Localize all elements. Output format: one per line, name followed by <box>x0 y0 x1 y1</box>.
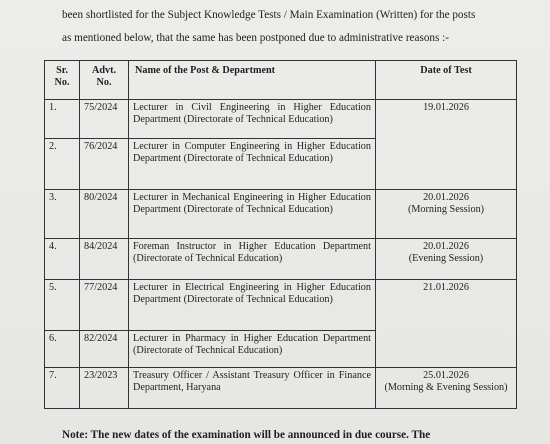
sr-no-cell: 4. <box>45 239 80 280</box>
advt-no-cell: 23/2023 <box>80 368 129 409</box>
date-cell <box>376 190 517 239</box>
advt-no-cell: 82/2024 <box>80 331 129 368</box>
post-name-cell: Foreman Instructor in Higher Education Department (Directorate of Technical Education) <box>129 239 376 280</box>
advt-no-cell: 84/2024 <box>80 239 129 280</box>
header-date-of-test: Date of Test <box>376 61 517 100</box>
post-name-cell: Lecturer in Pharmacy in Higher Education Department (Directorate of Technical Education) <box>129 331 376 368</box>
test-session: (Morning & Evening Session) <box>384 382 508 393</box>
intro-paragraph <box>62 4 532 50</box>
sr-no-cell: 2. <box>45 139 80 190</box>
note-text: Note: The new dates of the examination will be announced in due course. The <box>62 429 431 441</box>
advt-no-cell: 76/2024 <box>80 139 129 190</box>
test-date: 25.01.2026 <box>423 370 469 381</box>
header-sr-no: Sr. No. <box>45 61 80 100</box>
sr-no-cell: 5. <box>45 280 80 331</box>
test-date: 20.01.2026 <box>423 192 469 203</box>
intro-line-2: as mentioned below, that the same has been postponed due to administrative reasons :- <box>62 32 450 44</box>
date-cell: 21.01.2026 <box>376 280 517 368</box>
sr-no-cell: 6. <box>45 331 80 368</box>
date-cell: 19.01.2026 <box>376 100 517 190</box>
table-row <box>45 190 517 239</box>
test-date: 20.01.2026 <box>423 241 469 252</box>
advt-no-cell: 80/2024 <box>80 190 129 239</box>
post-name-cell: Lecturer in Electrical Engineering in Higher Education Department (Directorate of Technical Education) <box>129 280 376 331</box>
post-name-cell: Lecturer in Mechanical Engineering in Higher Education Department (Directorate of Technical Education) <box>129 190 376 239</box>
header-advt-no: Advt. No. <box>80 61 129 100</box>
table-row <box>45 368 517 409</box>
sr-no-cell: 7. <box>45 368 80 409</box>
sr-no-cell: 1. <box>45 100 80 139</box>
intro-line-1: been shortlisted for the Subject Knowledge Tests / Main Examination (Written) for the posts <box>62 9 476 21</box>
test-session: (Evening Session) <box>408 253 484 264</box>
table-row <box>45 239 517 280</box>
test-session: (Morning Session) <box>407 204 485 215</box>
date-cell <box>376 239 517 280</box>
post-name-cell: Lecturer in Computer Engineering in Higher Education Department (Directorate of Technical Education) <box>129 139 376 190</box>
table-row <box>45 100 517 139</box>
header-post-name: Name of the Post & Department <box>129 61 376 100</box>
date-cell <box>376 368 517 409</box>
advt-no-cell: 75/2024 <box>80 100 129 139</box>
postponed-tests-table <box>44 60 517 409</box>
table-header-row <box>45 61 517 100</box>
post-name-cell: Lecturer in Civil Engineering in Higher Education Department (Directorate of Technical Education) <box>129 100 376 139</box>
post-name-cell: Treasury Officer / Assistant Treasury Officer in Finance Department, Haryana <box>129 368 376 409</box>
table-row <box>45 280 517 331</box>
advt-no-cell: 77/2024 <box>80 280 129 331</box>
sr-no-cell: 3. <box>45 190 80 239</box>
